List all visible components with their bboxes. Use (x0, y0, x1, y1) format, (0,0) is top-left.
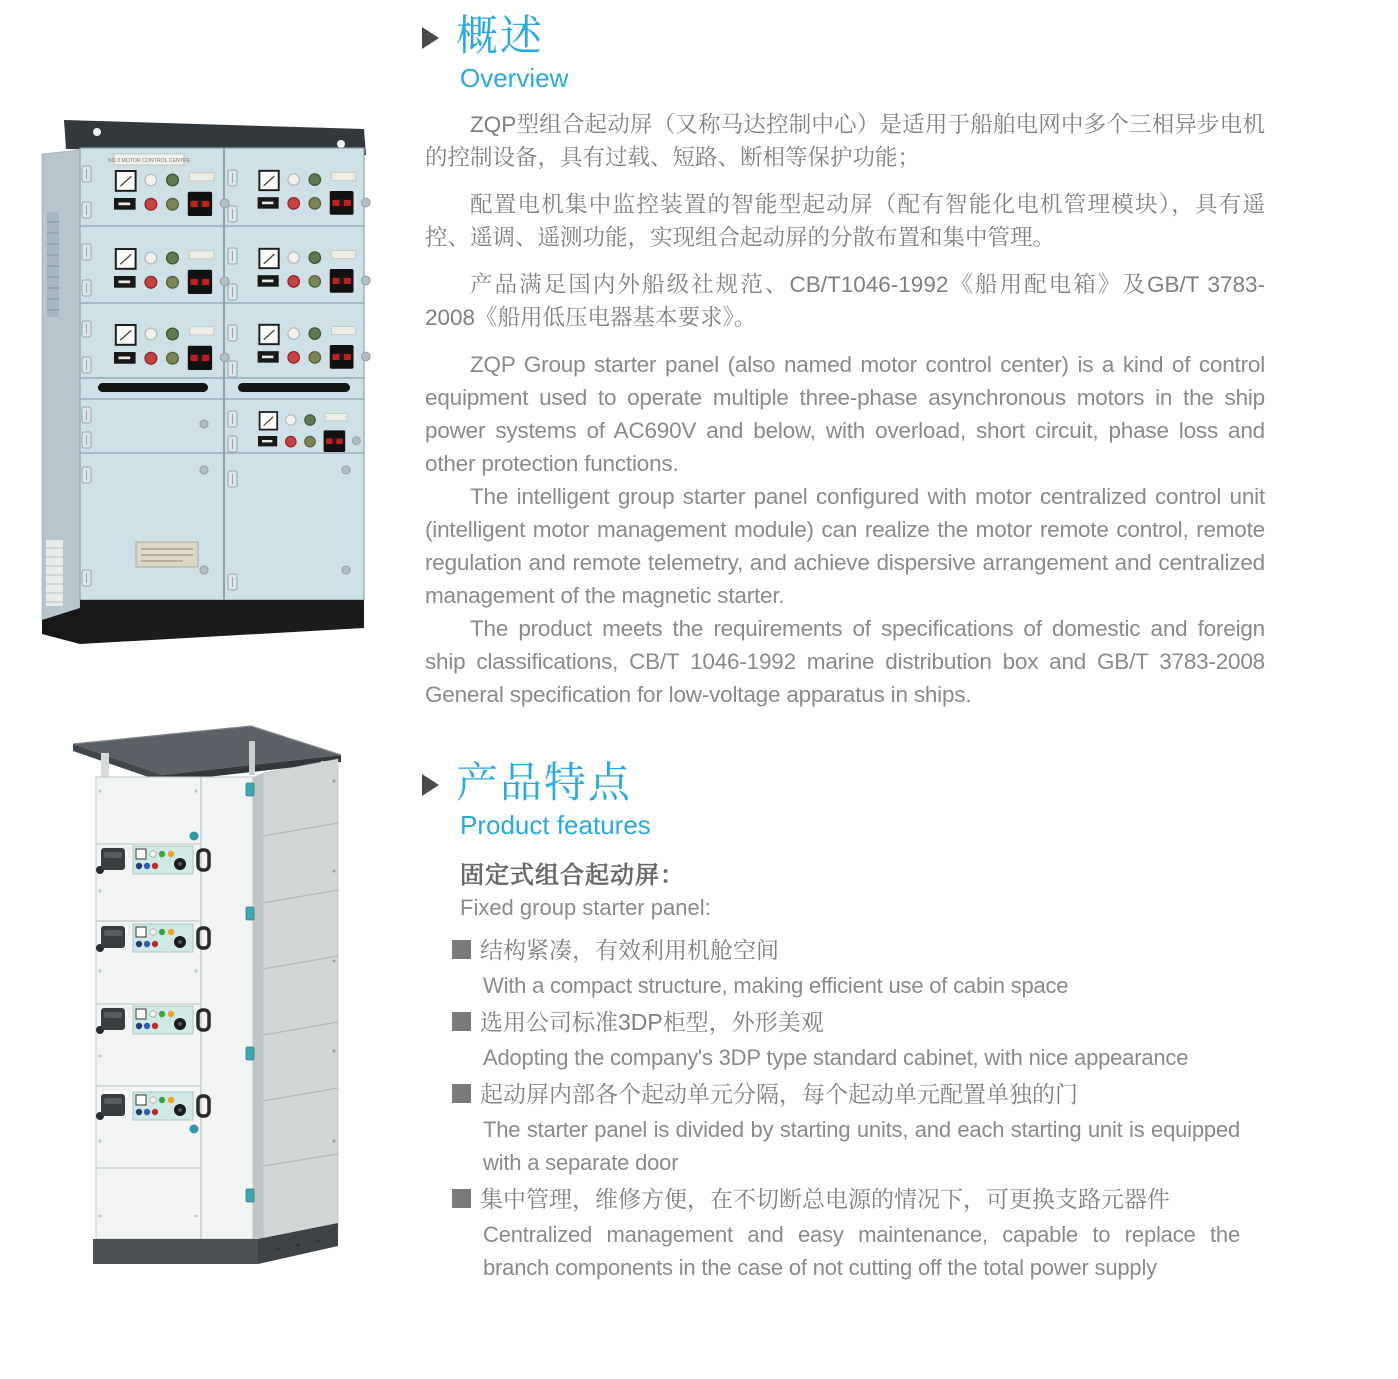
features-section (420, 759, 1272, 1284)
bullet-square-icon (452, 1189, 471, 1208)
overview-section (420, 12, 1272, 711)
feature-zh (452, 1182, 1240, 1216)
feature-en: Adopting the company's 3DP type standard cabinet, with nice appearance (483, 1045, 1189, 1070)
features-heading-en: Product features (460, 810, 651, 840)
feature-zh (452, 1077, 1240, 1111)
overview-paragraphs (420, 108, 1265, 711)
feature-zh-text: 结构紧凑，有效利用机舱空间 (480, 937, 779, 963)
overview-paragraph-en-1: ZQP Group starter panel (also named motor control center) is a kind of control equipment used to operate multiple three-phase asynchronous motors in the ship power systems of AC690V and below, with overload, short circuit, phase loss and other protection functions. (425, 352, 1265, 476)
overview-heading-en: Overview (460, 63, 569, 93)
bullet-square-icon (452, 1012, 471, 1031)
bullet-square-icon (452, 1084, 471, 1103)
overview-heading-zh: 概述 (456, 12, 545, 59)
features-subtitle-en: Fixed group starter panel: (460, 895, 711, 920)
feature-en: With a compact structure, making efficient use of cabin space (483, 973, 1069, 998)
cabinet-front-photo (34, 102, 420, 660)
feature-item (452, 1005, 1240, 1074)
overview-paragraph-zh-2: 配置电机集中监控装置的智能型起动屏（配有智能化电机管理模块），具有遥控、遥调、遥测功能，实现组合起动屏的分散布置和集中管理。 (425, 192, 1265, 250)
features-subtitle-zh: 固定式组合起动屏： (460, 862, 685, 889)
overview-heading-row (420, 12, 1272, 60)
overview-paragraph-zh-1: ZQP型组合起动屏（又称马达控制中心）是适用于船舶电网中多个三相异步电机的控制设备，具有过载、短路、断相等保护功能； (425, 112, 1265, 170)
features-heading-row (420, 759, 1272, 807)
feature-item (452, 1077, 1240, 1179)
cabinet-label (108, 154, 191, 165)
cabinet-front-illustration (34, 102, 420, 660)
overview-paragraph-en-2: The intelligent group starter panel configured with motor centralized control unit (intelligent motor management module) can realize the motor remote control, remote regulation and remote telemetry, and achieve dispersive arrangement and centralized management of the magnetic starter. (425, 484, 1265, 608)
door-knob (190, 832, 199, 841)
feature-zh-text: 选用公司标准3DP柜型，外形美观 (480, 1009, 824, 1035)
feature-zh-text: 起动屏内部各个起动单元分隔，每个起动单元配置单独的门 (480, 1081, 1078, 1107)
feature-zh (452, 1005, 1240, 1039)
side-panel (42, 150, 80, 634)
feature-zh-text: 集中管理，维修方便，在不切断总电源的情况下，可更换支路元器件 (480, 1186, 1170, 1212)
overview-paragraph-en-3: The product meets the requirements of specifications of domestic and foreign ship classifications, CB/T 1046-1992 marine distribution box and GB/T 3783-2008 General specification for low-voltage apparatus in ships. (425, 616, 1265, 707)
side-panel (263, 759, 338, 1251)
section-arrow-icon (422, 27, 439, 49)
cabinet-front-face (80, 148, 364, 600)
corner-stile (253, 773, 263, 1255)
features-list (420, 933, 1240, 1284)
cabinet-3dp-illustration (53, 711, 387, 1271)
feature-zh (452, 933, 1240, 967)
bullet-square-icon (452, 940, 471, 959)
feature-item (452, 1182, 1240, 1284)
feature-item (452, 933, 1240, 1002)
overview-paragraph-zh-3: 产品满足国内外船级社规范、CB/T1046-1992《船用配电箱》及GB/T 3783-2008《船用低压电器基本要求》。 (425, 272, 1265, 330)
features-heading-zh: 产品特点 (456, 759, 633, 806)
nameplate (136, 542, 198, 567)
cabinet-3dp-photo (53, 711, 387, 1271)
cabinet-base (42, 600, 364, 644)
feature-en: Centralized management and easy maintenance, capable to replace the branch components in the case of not cutting off the total power supply (483, 1222, 1240, 1280)
section-arrow-icon (422, 774, 439, 796)
door-knob (190, 1125, 199, 1134)
cabinet-label-text: NO.3 MOTOR CONTROL CENTRE (107, 158, 191, 164)
content-column (420, 12, 1272, 1287)
feature-en: The starter panel is divided by starting units, and each starting unit is equipped with a separate door (483, 1117, 1240, 1175)
